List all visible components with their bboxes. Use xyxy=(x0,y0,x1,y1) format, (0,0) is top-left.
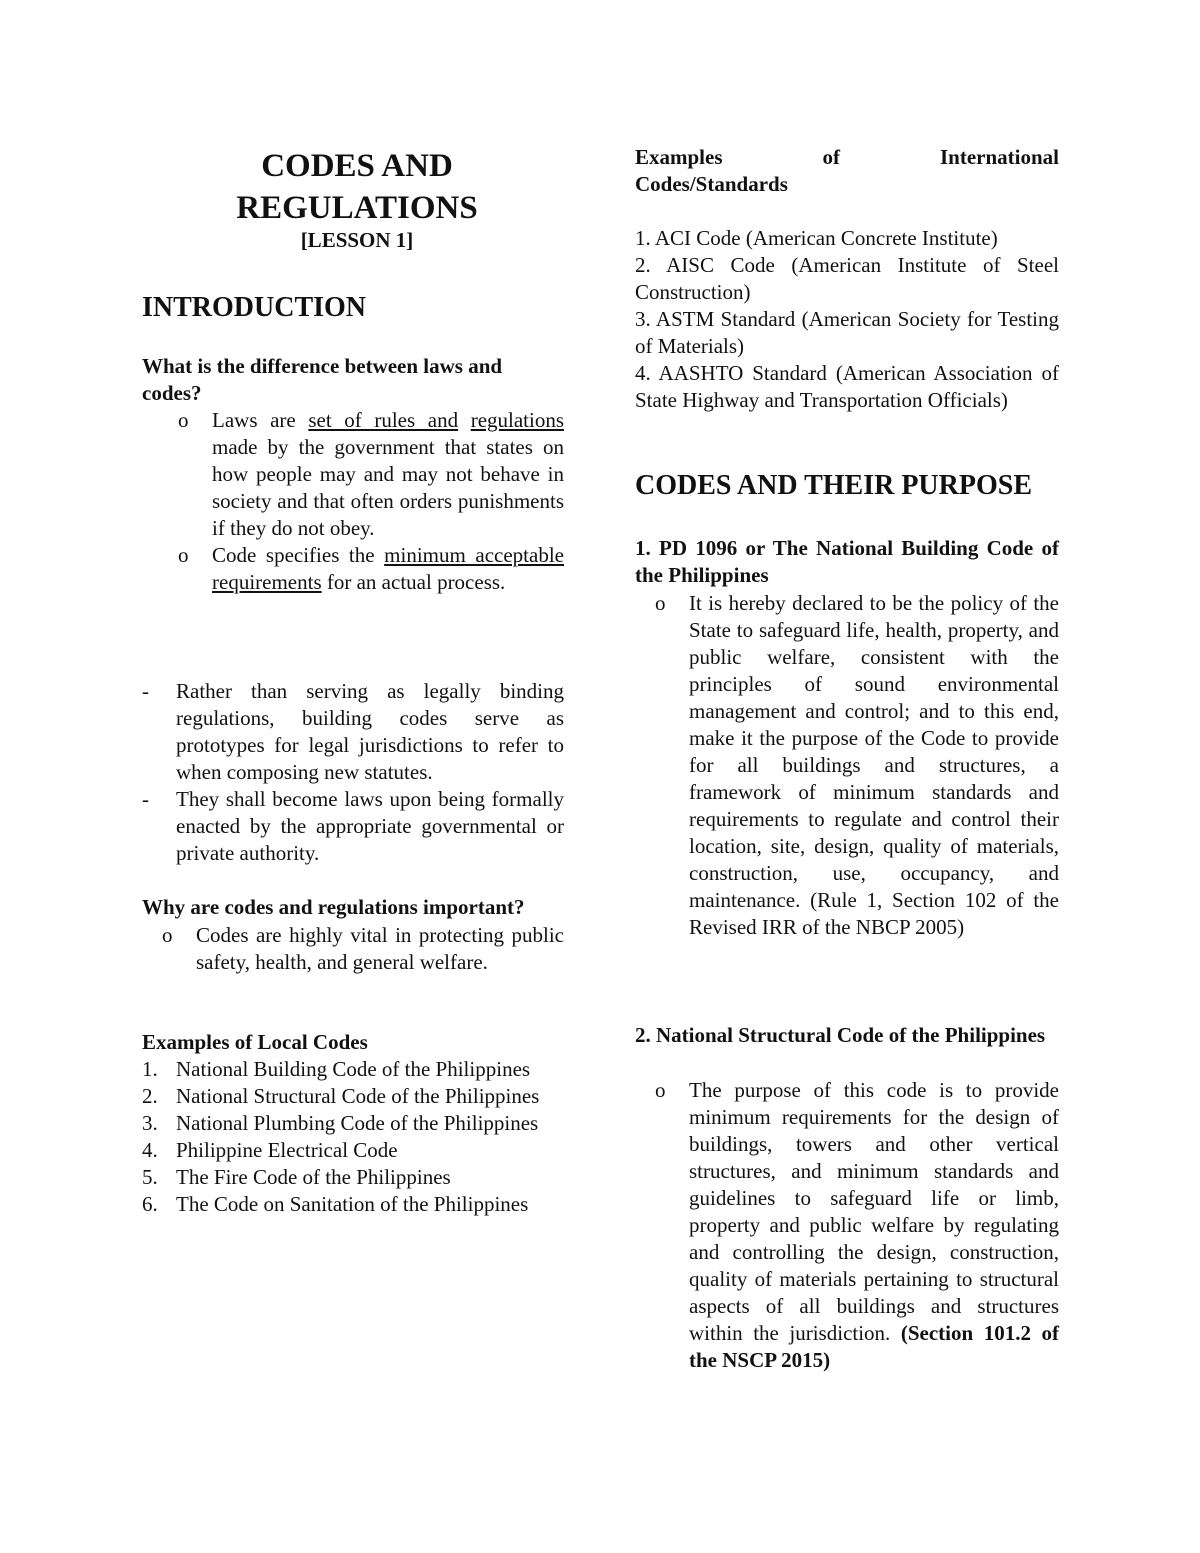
importance-text: Codes are highly vital in protecting public safety, health, and general welfare. xyxy=(196,923,564,974)
title-line-1: CODES AND xyxy=(261,148,453,184)
international-codes-list xyxy=(635,225,1059,414)
local-code-item xyxy=(142,1164,552,1191)
importance-question: Why are codes and regulations important? xyxy=(142,895,525,919)
title-line-2: REGULATIONS xyxy=(236,190,478,226)
bullet-marker: o xyxy=(178,543,189,567)
laws-vs-codes-question xyxy=(142,353,564,407)
local-code-text: National Plumbing Code of the Philippines xyxy=(176,1111,539,1135)
laws-codes-bullets xyxy=(178,407,565,596)
pd1096-bullets xyxy=(655,590,1059,941)
heading-word: of xyxy=(822,145,840,169)
bullet-marker: o xyxy=(178,408,189,432)
heading-word: International xyxy=(939,145,1059,169)
local-code-item xyxy=(142,1083,552,1110)
importance-bullets xyxy=(162,922,564,976)
local-code-item xyxy=(142,1056,552,1083)
laws-text-start: Laws are xyxy=(212,408,309,432)
document-title xyxy=(142,145,572,229)
pd1096-text: It is hereby declared to be the policy of the State to safeguard life, health, property, and public welfare, consistent with the principles of sound environmental management and control; and to this end, make it the purpose of the Code to provide for all buildings and structures, a framework of minimum standards and requirements to regulate and control their location, site, design, quality of materials, construction, use, occupancy, and maintenance. (Rule 1, Section 102 of the Revised IRR of the NBCP 2005) xyxy=(689,591,1059,939)
code-text-start: Code specifies the xyxy=(212,543,385,567)
introduction-heading: INTRODUCTION xyxy=(142,292,367,323)
local-code-text: National Structural Code of the Philippines xyxy=(176,1084,540,1108)
item-number: 3. xyxy=(142,1111,158,1135)
item-number: 6. xyxy=(142,1192,158,1216)
lesson-label: [LESSON 1] xyxy=(300,228,414,252)
local-code-text: The Fire Code of the Philippines xyxy=(176,1165,451,1189)
local-code-text: The Code on Sanitation of the Philippines xyxy=(176,1192,529,1216)
question-line-1: What is the difference between laws and xyxy=(142,354,503,378)
item-number: 4. xyxy=(142,1138,158,1162)
item-number: 2. xyxy=(142,1084,158,1108)
local-code-item xyxy=(142,1191,552,1218)
dash-item-2 xyxy=(142,786,564,867)
local-code-text: National Building Code of the Philippines xyxy=(176,1057,531,1081)
intl-code-item: 4. AASHTO Standard (American Association of State Highway and Transportation Officials) xyxy=(635,361,1059,412)
local-code-item xyxy=(142,1110,552,1137)
local-codes-list xyxy=(142,1056,552,1218)
dash-marker: - xyxy=(142,787,149,811)
dash-item-1 xyxy=(142,678,564,786)
intl-code-item: 2. AISC Code (American Institute of Steel Construction) xyxy=(635,253,1059,304)
code-bullet xyxy=(178,542,564,596)
intl-code-item: 3. ASTM Standard (American Society for Testing of Materials) xyxy=(635,307,1059,358)
bullet-marker: o xyxy=(655,591,666,615)
dash-text: They shall become laws upon being formally enacted by the appropriate governmental or private authority. xyxy=(176,787,564,865)
question-line-2: codes? xyxy=(142,381,202,405)
code-text-end: for an actual process. xyxy=(321,570,506,594)
bullet-marker: o xyxy=(162,923,173,947)
laws-bullet xyxy=(178,407,565,542)
laws-text-end: made by the government that states on how people may and may not behave in society and that often orders punishments if they do not obey. xyxy=(212,435,564,540)
nscp-heading: 2. National Structural Code of the Philippines xyxy=(635,1023,1046,1047)
dash-marker: - xyxy=(142,679,149,703)
dash-list xyxy=(142,678,564,867)
pd1096-bullet xyxy=(655,590,1059,941)
intl-code-item: 1. ACI Code (American Concrete Institute) xyxy=(635,226,998,250)
nscp-bullet xyxy=(655,1077,1059,1374)
international-codes-heading xyxy=(635,144,1059,198)
pd1096-heading: 1. PD 1096 or The National Building Code of the Philippines xyxy=(635,536,1059,587)
local-codes-heading: Examples of Local Codes xyxy=(142,1030,368,1054)
heading-line-1 xyxy=(635,144,1059,171)
laws-underline-2: regulations xyxy=(470,408,565,432)
code-underline: minimum acceptable requirements xyxy=(212,543,564,594)
item-number: 1. xyxy=(142,1057,158,1081)
purpose-heading: CODES AND THEIR PURPOSE xyxy=(635,470,1033,501)
bullet-marker: o xyxy=(655,1078,666,1102)
nscp-text: The purpose of this code is to provide minimum requirements for the design of buildings, towers and other vertical structures, and minimum standards and guidelines to safeguard life or limb, property and public welfare by regulating and controlling the design, construction, quality of materials pertaining to structural aspects of all buildings and structures within the jurisdiction. xyxy=(689,1078,1059,1345)
local-code-item xyxy=(142,1137,552,1164)
heading-word: Examples xyxy=(635,145,723,169)
importance-bullet xyxy=(162,922,564,976)
nscp-bullets xyxy=(655,1077,1059,1374)
nscp-reference: (Section 101.2 of the NSCP 2015) xyxy=(689,1321,1059,1372)
laws-space xyxy=(458,408,471,432)
item-number: 5. xyxy=(142,1165,158,1189)
dash-text: Rather than serving as legally binding regulations, building codes serve as prototypes for legal jurisdictions to refer to when composing new statutes. xyxy=(176,679,564,784)
local-code-text: Philippine Electrical Code xyxy=(176,1138,398,1162)
laws-underline-1: set of rules and xyxy=(308,408,459,432)
heading-line-2: Codes/Standards xyxy=(635,172,788,196)
